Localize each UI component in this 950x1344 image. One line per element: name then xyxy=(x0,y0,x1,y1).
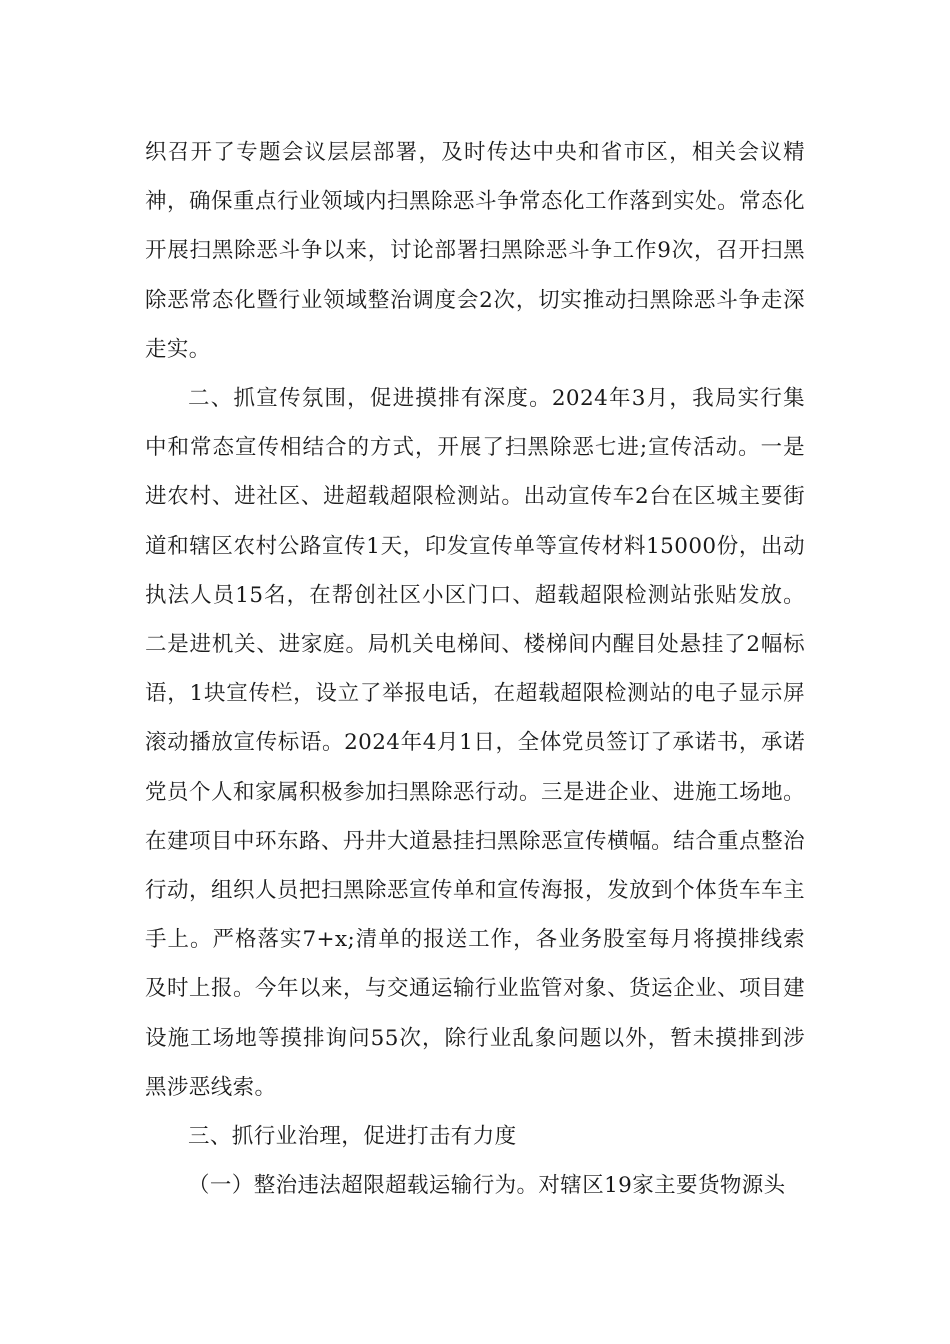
paragraph-continuation: 织召开了专题会议层层部署，及时传达中央和省市区，相关会议精神，确保重点行业领域内扫黑除恶斗争常态化工作落到实处。常态化开展扫黑除恶斗争以来，讨论部署扫黑除恶斗争工作9次，召开扫黑除恶常态化暨行业领域整治调度会2次，切实推动扫黑除恶斗争走深走实。 xyxy=(145,140,805,362)
subsection-heading-overload: （一）整治违法超限超载运输行为。对辖区19家主要货物源头 xyxy=(188,1173,786,1199)
document-page xyxy=(145,128,805,1210)
section-heading-industry-governance: 三、抓行业治理，促进打击有力度 xyxy=(188,1124,517,1150)
paragraph-publicity: 二、抓宣传氛围，促进摸排有深度。2024年3月，我局实行集中和常态宣传相结合的方式，开展了扫黑除恶七进;宣传活动。一是进农村、进社区、进超载超限检测站。出动宣传车2台在区城主要街道和辖区农村公路宣传1天，印发宣传单等宣传材料15000份，出动执法人员15名，在帮创社区小区门口、超载超限检测站张贴发放。二是进机关、进家庭。局机关电梯间、楼梯间内醒目处悬挂了2幅标语，1块宣传栏，设立了举报电话，在超载超限检测站的电子显示屏滚动播放宣传标语。2024年4月1日，全体党员签订了承诺书，承诺党员个人和家属积极参加扫黑除恶行动。三是进企业、进施工场地。在建项目中环东路、丹井大道悬挂扫黑除恶宣传横幅。结合重点整治行动，组织人员把扫黑除恶宣传单和宣传海报，发放到个体货车车主手上。严格落实7+x;清单的报送工作，各业务股室每月将摸排线索及时上报。今年以来，与交通运输行业监管对象、货运企业、项目建设施工场地等摸排询问55次，除行业乱象问题以外，暂未摸排到涉黑涉恶线索。 xyxy=(145,386,805,1100)
